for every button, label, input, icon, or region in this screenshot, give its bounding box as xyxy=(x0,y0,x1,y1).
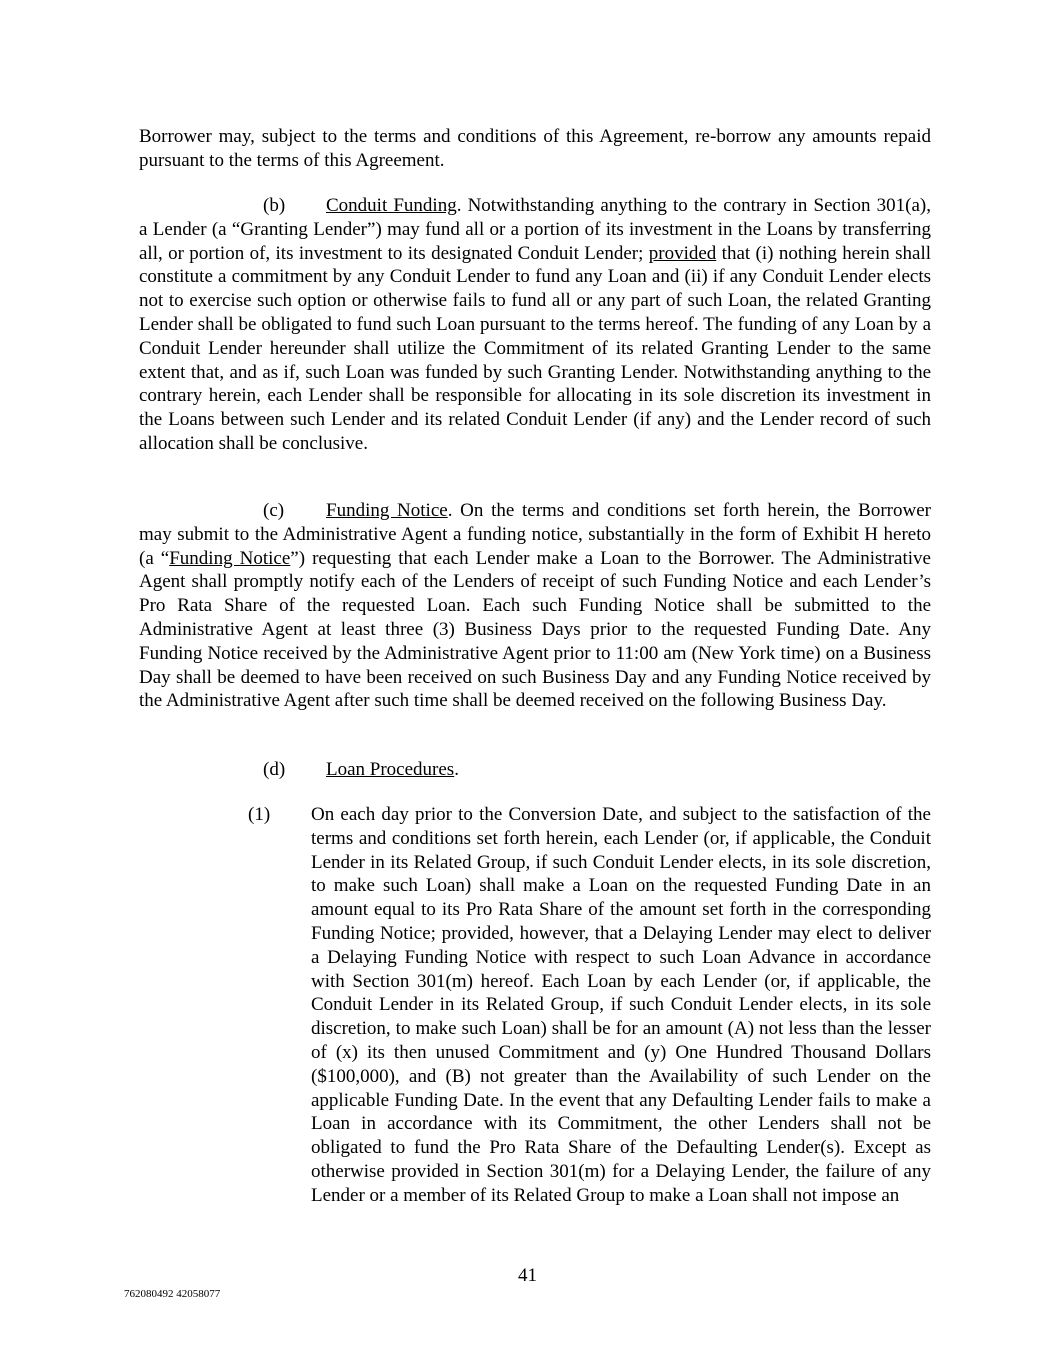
list-item-number: (1) xyxy=(248,804,271,825)
paragraph-text: . On the terms and conditions set forth herein, the Borrower may submit to the Administrative Agent a funding notice, substantially in the form of Exhibit H hereto (a “ xyxy=(139,500,931,569)
paragraph-d xyxy=(139,758,931,782)
paragraph-heading: Funding Notice xyxy=(326,500,448,521)
defined-term: Funding Notice xyxy=(169,547,291,569)
paragraph-heading: Conduit Funding xyxy=(326,195,457,216)
paragraph-label: (c) xyxy=(263,500,285,521)
paragraph-c xyxy=(139,499,931,713)
paragraph-text: . Notwithstanding anything to the contrary in Section 301(a), a Lender (a “Granting Lender”) may fund all or a portion of its investment in the Loans by transferring all, or portion of, its investment to its designated Conduit Lender; xyxy=(139,195,931,264)
list-item-text: On each day prior to the Conversion Date, and subject to the satisfaction of the terms and conditions set forth herein, each Lender (or, if applicable, the Conduit Lender in its Related Group, if such Conduit Lender elects, in its sole discretion, to make such Loan) shall make a Loan on the requested Funding Date in an amount equal to its Pro Rata Share of the amount set forth in the corresponding Funding Notice; provided, however, that a Delaying Lender may elect to deliver a Delaying Funding Notice with respect to such Loan Advance in accordance with Section 301(m) hereof. Each Loan by each Lender (or, if applicable, the Conduit Lender in its Related Group, if such Conduit Lender elects, in its sole discretion, to make such Loan) shall be for an amount (A) not less than the lesser of (x) its then unused Commitment and (y) One Hundred Thousand Dollars ($100,000), and (B) not greater than the Availability of such Lender on the applicable Funding Date. In the event that any Defaulting Lender fails to make a Loan in accordance with its Commitment, the other Lenders shall not be obligated to fund the Pro Rata Share of the Defaulting Lender(s). Except as otherwise provided in Section 301(m) for a Delaying Lender, the failure of any Lender or a member of its Related Group to make a Loan shall not impose an xyxy=(311,804,931,1206)
page-number: 41 xyxy=(518,1265,537,1286)
paragraph-text: that (i) nothing herein shall constitute a commitment by any Conduit Lender to fund any Loan and (ii) if any Conduit Lender elects not to exercise such option or otherwise fails to fund all or any part of such Loan, the related Granting Lender shall be obligated to fund such Loan pursuant to the terms hereof. The funding of any Loan by a Conduit Lender hereunder shall utilize the Commitment of its related Granting Lender to the same extent that, and as if, such Loan was funded by such Granting Lender. Notwithstanding anything to the contrary herein, each Lender shall be responsible for allocating in its sole discretion its investment in the Loans between such Lender and its related Conduit Lender (if any) and the Lender record of such allocation shall be conclusive. xyxy=(139,242,931,454)
paragraph-b xyxy=(139,194,931,456)
paragraph-text: . xyxy=(454,759,459,780)
paragraph-continuation xyxy=(139,125,931,173)
document-id: 762080492 42058077 xyxy=(124,1288,221,1300)
paragraph-label: (b) xyxy=(263,195,286,216)
paragraph-heading: Loan Procedures xyxy=(326,759,455,780)
paragraph-text: ”) requesting that each Lender make a Loan to the Borrower. The Administrative Agent shall promptly notify each of the Lenders of receipt of such Funding Notice and each Lender’s Pro Rata Share of the requested Loan. Each such Funding Notice shall be submitted to the Administrative Agent at least three (3) Business Days prior to the requested Funding Date. Any Funding Notice received by the Administrative Agent prior to 11:00 am (New York time) on a Business Day shall be deemed to have been received on such Business Day and any Funding Notice received by the Administrative Agent after such time shall be deemed received on the following Business Day. xyxy=(139,547,931,712)
paragraph-label: (d) xyxy=(263,759,286,780)
provided-term: provided xyxy=(648,242,717,264)
paragraph-text: Borrower may, subject to the terms and conditions of this Agreement, re-borrow any amounts repaid pursuant to the terms of this Agreement. xyxy=(139,126,931,171)
